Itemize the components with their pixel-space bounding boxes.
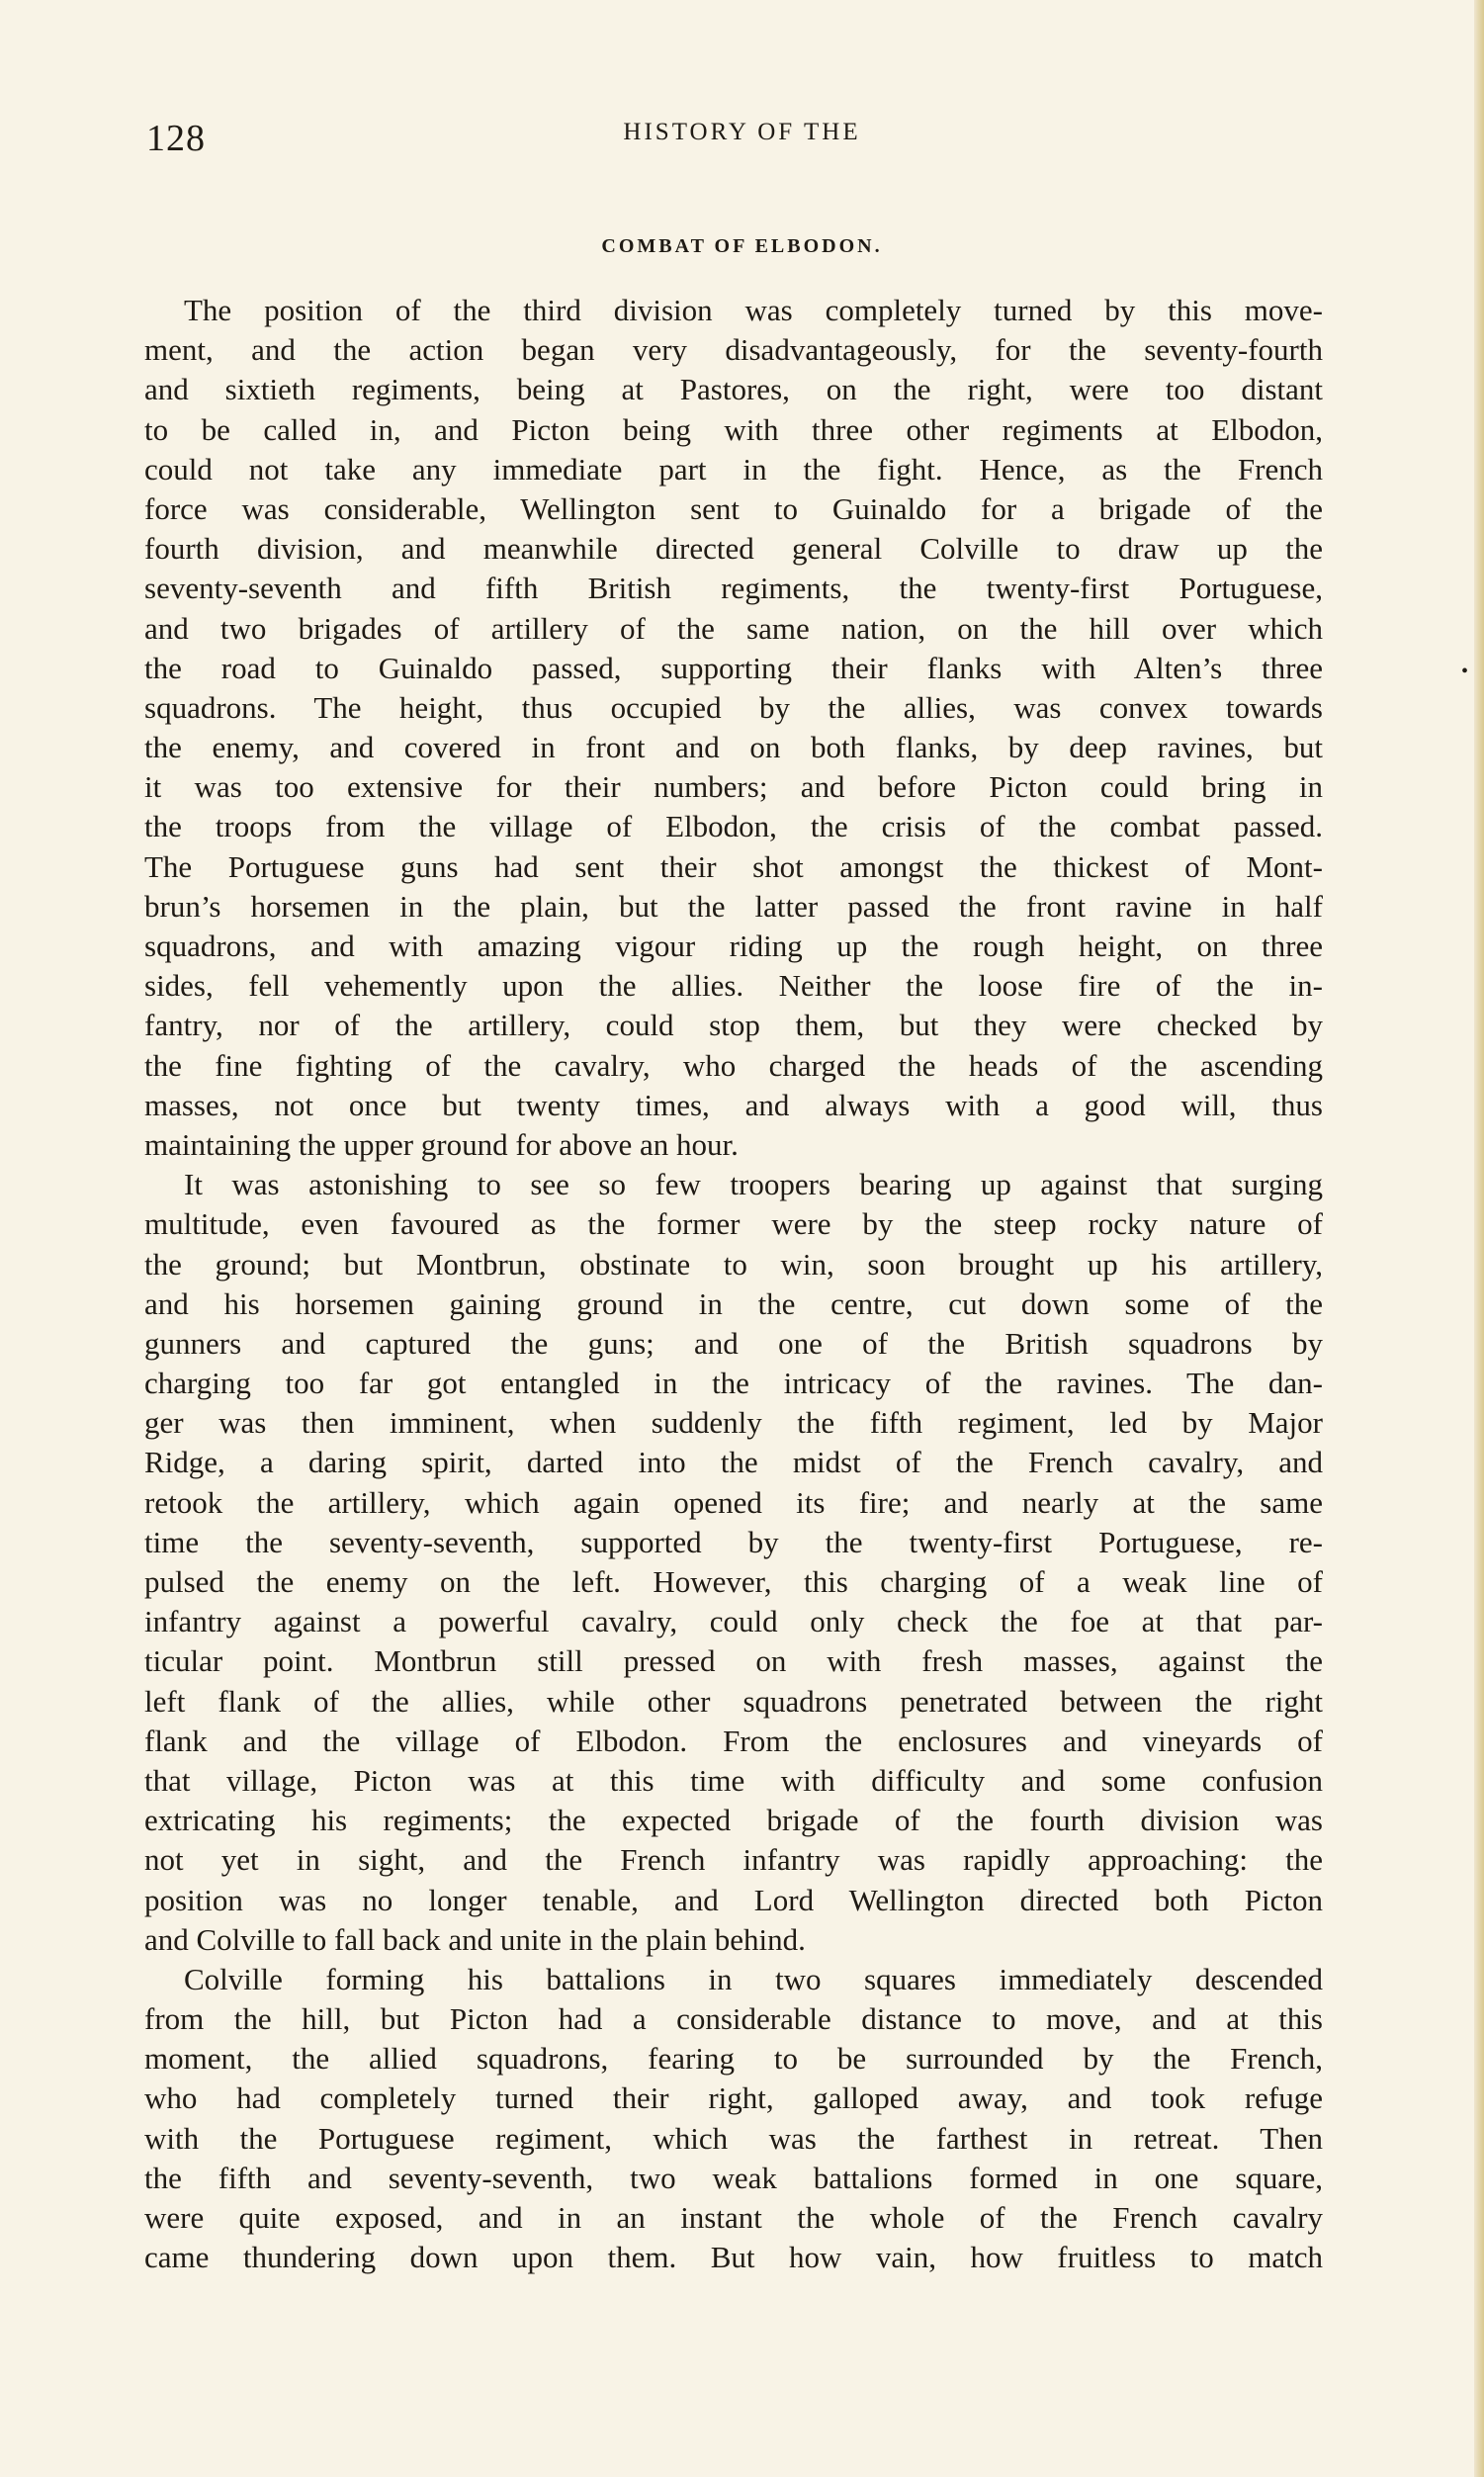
- text-line: The Portuguese guns had sent their shot amongst the thickest of Mont-: [144, 848, 1323, 884]
- text-line: maintaining the upper ground for above an hour.: [144, 1126, 739, 1162]
- text-line: and Colville to fall back and unite in the plain behind.: [144, 1921, 806, 1957]
- text-line: fourth division, and meanwhile directed general Colville to draw up the: [144, 531, 1323, 567]
- text-line: retook the artillery, which again opened its fire; and nearly at the same: [144, 1484, 1323, 1520]
- text-line: with the Portuguese regiment, which was the farthest in retreat. Then: [144, 2120, 1323, 2156]
- text-line: from the hill, but Picton had a considerable distance to move, and at this: [144, 2001, 1323, 2037]
- text-line: the fine fighting of the cavalry, who charged the heads of the ascending: [144, 1047, 1323, 1083]
- text-line: charging too far got entangled in the intricacy of the ravines. The dan-: [144, 1366, 1323, 1401]
- text-line: and two brigades of artillery of the same nation, on the hill over which: [144, 610, 1323, 646]
- text-line: that village, Picton was at this time with difficulty and some confusion: [144, 1762, 1323, 1798]
- page-edge: [1474, 0, 1484, 2477]
- text-line: force was considerable, Wellington sent to Guinaldo for a brigade of the: [144, 490, 1323, 526]
- text-line: not yet in sight, and the French infantry was rapidly approaching: the: [144, 1842, 1323, 1878]
- text-line: position was no longer tenable, and Lord Wellington directed both Picton: [144, 1882, 1323, 1917]
- text-line: Ridge, a daring spirit, darted into the midst of the French cavalry, and: [144, 1445, 1323, 1480]
- text-line: could not take any immediate part in the fight. Hence, as the French: [144, 451, 1323, 487]
- text-line: ger was then imminent, when suddenly the fifth regiment, led by Major: [144, 1405, 1323, 1441]
- text-line: seventy-seventh and fifth British regiments, the twenty-first Portuguese,: [144, 571, 1323, 606]
- body-text: [144, 291, 1323, 2277]
- text-line: It was astonishing to see so few troopers bearing up against that surging: [184, 1167, 1323, 1202]
- text-line: squadrons. The height, thus occupied by the allies, was convex towards: [144, 689, 1323, 725]
- text-line: the ground; but Montbrun, obstinate to win, soon brought up his artillery,: [144, 1246, 1323, 1282]
- text-line: who had completely turned their right, galloped away, and took refuge: [144, 2080, 1323, 2116]
- text-line: the troops from the village of Elbodon, the crisis of the combat passed.: [144, 809, 1323, 844]
- running-head: HISTORY OF THE: [623, 119, 861, 145]
- text-line: it was too extensive for their numbers; and before Picton could bring in: [144, 769, 1323, 805]
- margin-mark: •: [1461, 661, 1469, 682]
- text-line: ment, and the action began very disadvantageously, for the seventy-fourth: [144, 332, 1323, 368]
- text-line: Colville forming his battalions in two squares immediately descended: [184, 1961, 1323, 1996]
- text-line: pulsed the enemy on the left. However, this charging of a weak line of: [144, 1564, 1323, 1599]
- text-line: flank and the village of Elbodon. From the enclosures and vineyards of: [144, 1723, 1323, 1758]
- text-line: extricating his regiments; the expected brigade of the fourth division was: [144, 1803, 1323, 1838]
- text-line: the road to Guinaldo passed, supporting their flanks with Alten’s three: [144, 650, 1323, 685]
- text-line: the enemy, and covered in front and on both flanks, by deep ravines, but: [144, 730, 1323, 765]
- text-line: squadrons, and with amazing vigour riding up the rough height, on three: [144, 929, 1323, 963]
- text-line: fantry, nor of the artillery, could stop them, but they were checked by: [144, 1008, 1323, 1043]
- text-line: and his horsemen gaining ground in the centre, cut down some of the: [144, 1285, 1323, 1321]
- section-heading: COMBAT OF ELBODON.: [601, 235, 883, 257]
- text-line: came thundering down upon them. But how vain, how fruitless to match: [144, 2240, 1323, 2275]
- text-line: infantry against a powerful cavalry, could only check the foe at that par-: [144, 1604, 1323, 1639]
- text-line: and sixtieth regiments, being at Pastores, on the right, were too distant: [144, 372, 1323, 407]
- text-line: The position of the third division was completely turned by this move-: [184, 293, 1323, 327]
- text-line: moment, the allied squadrons, fearing to be surrounded by the French,: [144, 2041, 1323, 2077]
- text-line: ticular point. Montbrun still pressed on with fresh masses, against the: [144, 1643, 1323, 1679]
- text-line: the fifth and seventy-seventh, two weak battalions formed in one square,: [144, 2160, 1323, 2195]
- text-line: time the seventy-seventh, supported by the twenty-first Portuguese, re-: [144, 1524, 1323, 1559]
- text-line: to be called in, and Picton being with three other regiments at Elbodon,: [144, 411, 1323, 447]
- text-line: gunners and captured the guns; and one of the British squadrons by: [144, 1325, 1323, 1361]
- text-line: sides, fell vehemently upon the allies. Neither the loose fire of the in-: [144, 968, 1323, 1004]
- text-line: masses, not once but twenty times, and always with a good will, thus: [144, 1087, 1323, 1122]
- text-line: were quite exposed, and in an instant the whole of the French cavalry: [144, 2200, 1323, 2235]
- text-line: brun’s horsemen in the plain, but the latter passed the front ravine in half: [144, 888, 1323, 924]
- page-number: 128: [146, 118, 206, 159]
- text-line: left flank of the allies, while other squadrons penetrated between the right: [144, 1683, 1323, 1719]
- text-line: multitude, even favoured as the former were by the steep rocky nature of: [144, 1206, 1323, 1242]
